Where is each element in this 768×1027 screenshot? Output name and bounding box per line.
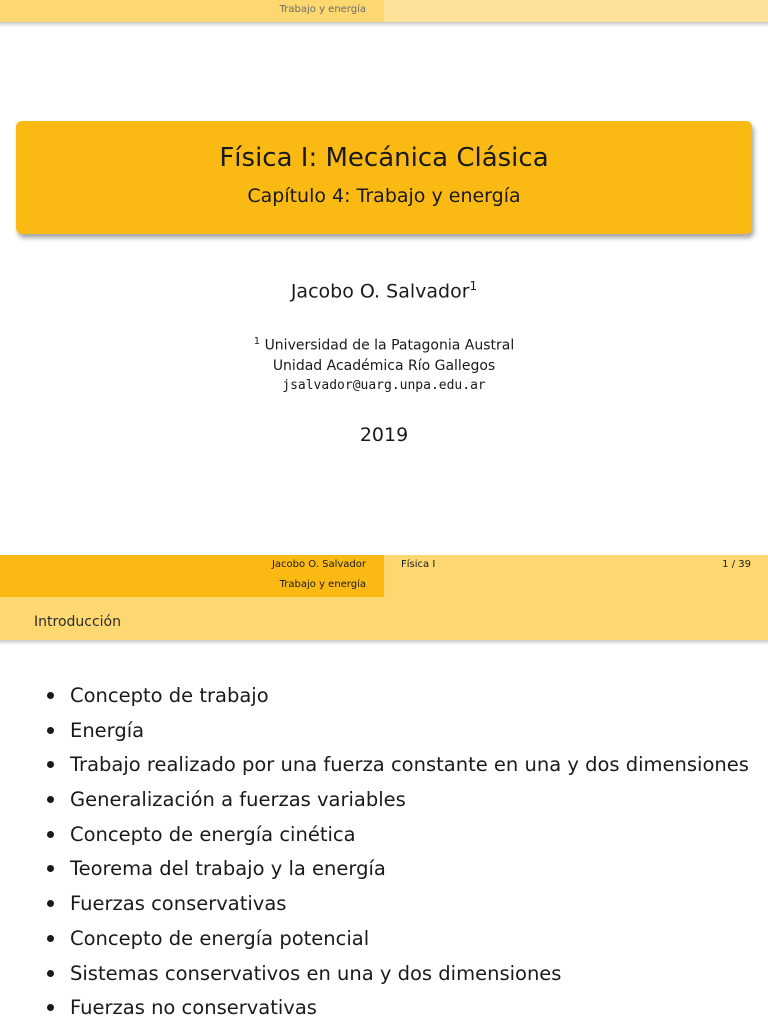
list-item (46, 853, 749, 888)
frame-title-bar (0, 597, 768, 640)
footer-section: Trabajo y energía (279, 579, 366, 590)
list-item (46, 888, 749, 923)
institute-line-1 (0, 332, 768, 356)
list-item (46, 715, 749, 750)
list-item-text: Generalización a fuerzas variables (70, 788, 406, 812)
topic-list (46, 680, 749, 1027)
headline-right (384, 0, 768, 22)
list-item-text: Energía (70, 718, 145, 742)
author-affiliation-mark: 1 (469, 279, 478, 293)
list-item-text: Concepto de energía potencial (70, 926, 370, 950)
list-item (46, 923, 749, 958)
list-item (46, 680, 749, 715)
author (0, 279, 768, 302)
bullet-icon (47, 1004, 54, 1011)
bullet-icon (47, 692, 54, 699)
list-item-text: Concepto de trabajo (70, 684, 269, 707)
bullet-icon (47, 900, 54, 907)
author-name: Jacobo O. Salvador (290, 280, 470, 303)
bullet-icon (47, 865, 54, 872)
title-block (16, 121, 752, 234)
list-item-text: Teorema del trabajo y la energía (70, 857, 386, 881)
bullet-icon (47, 761, 54, 768)
headline-section: Trabajo y energía (279, 4, 366, 15)
presentation-subtitle: Capítulo 4: Trabajo y energía (247, 185, 521, 207)
frame-title: Introducción (34, 614, 121, 630)
presentation-date: 2019 (359, 424, 409, 446)
headline-shadow (0, 22, 768, 27)
footer-author: Jacobo O. Salvador (271, 559, 366, 570)
list-item (46, 784, 749, 819)
author-email: jsalvador@uarg.unpa.edu.ar (282, 377, 486, 393)
footline-right (384, 555, 768, 597)
institute-university: Universidad de la Patagonia Austral (264, 337, 515, 354)
frame-title-shadow (0, 640, 768, 645)
bullet-icon (47, 970, 54, 977)
list-item-text: Fuerzas conservativas (70, 892, 287, 916)
headline-bar (0, 0, 768, 22)
footline-left (0, 555, 384, 597)
presentation-title: Física I: Mecánica Clásica (219, 143, 549, 173)
list-item (46, 819, 749, 854)
bullet-icon (47, 727, 54, 734)
headline-left (0, 0, 384, 22)
footer-short-title: Física I (401, 559, 436, 570)
footline (0, 555, 768, 597)
institute (0, 332, 768, 396)
list-item-text: Fuerzas no conservativas (70, 996, 317, 1020)
list-item (46, 992, 749, 1027)
list-item (46, 958, 749, 993)
bullet-icon (47, 831, 54, 838)
bullet-icon (47, 935, 54, 942)
list-item-text: Trabajo realizado por una fuerza constante en una y dos dimensiones (70, 753, 749, 777)
list-item-text: Concepto de energía cinética (70, 822, 356, 846)
bullet-icon (47, 796, 54, 803)
list-item (46, 749, 749, 784)
institute-line-2: Unidad Académica Río Gallegos (272, 357, 496, 374)
list-item-text: Sistemas conservativos en una y dos dimensiones (70, 961, 562, 985)
institute-mark: 1 (253, 336, 261, 347)
page-number: 1 / 39 (722, 559, 751, 570)
